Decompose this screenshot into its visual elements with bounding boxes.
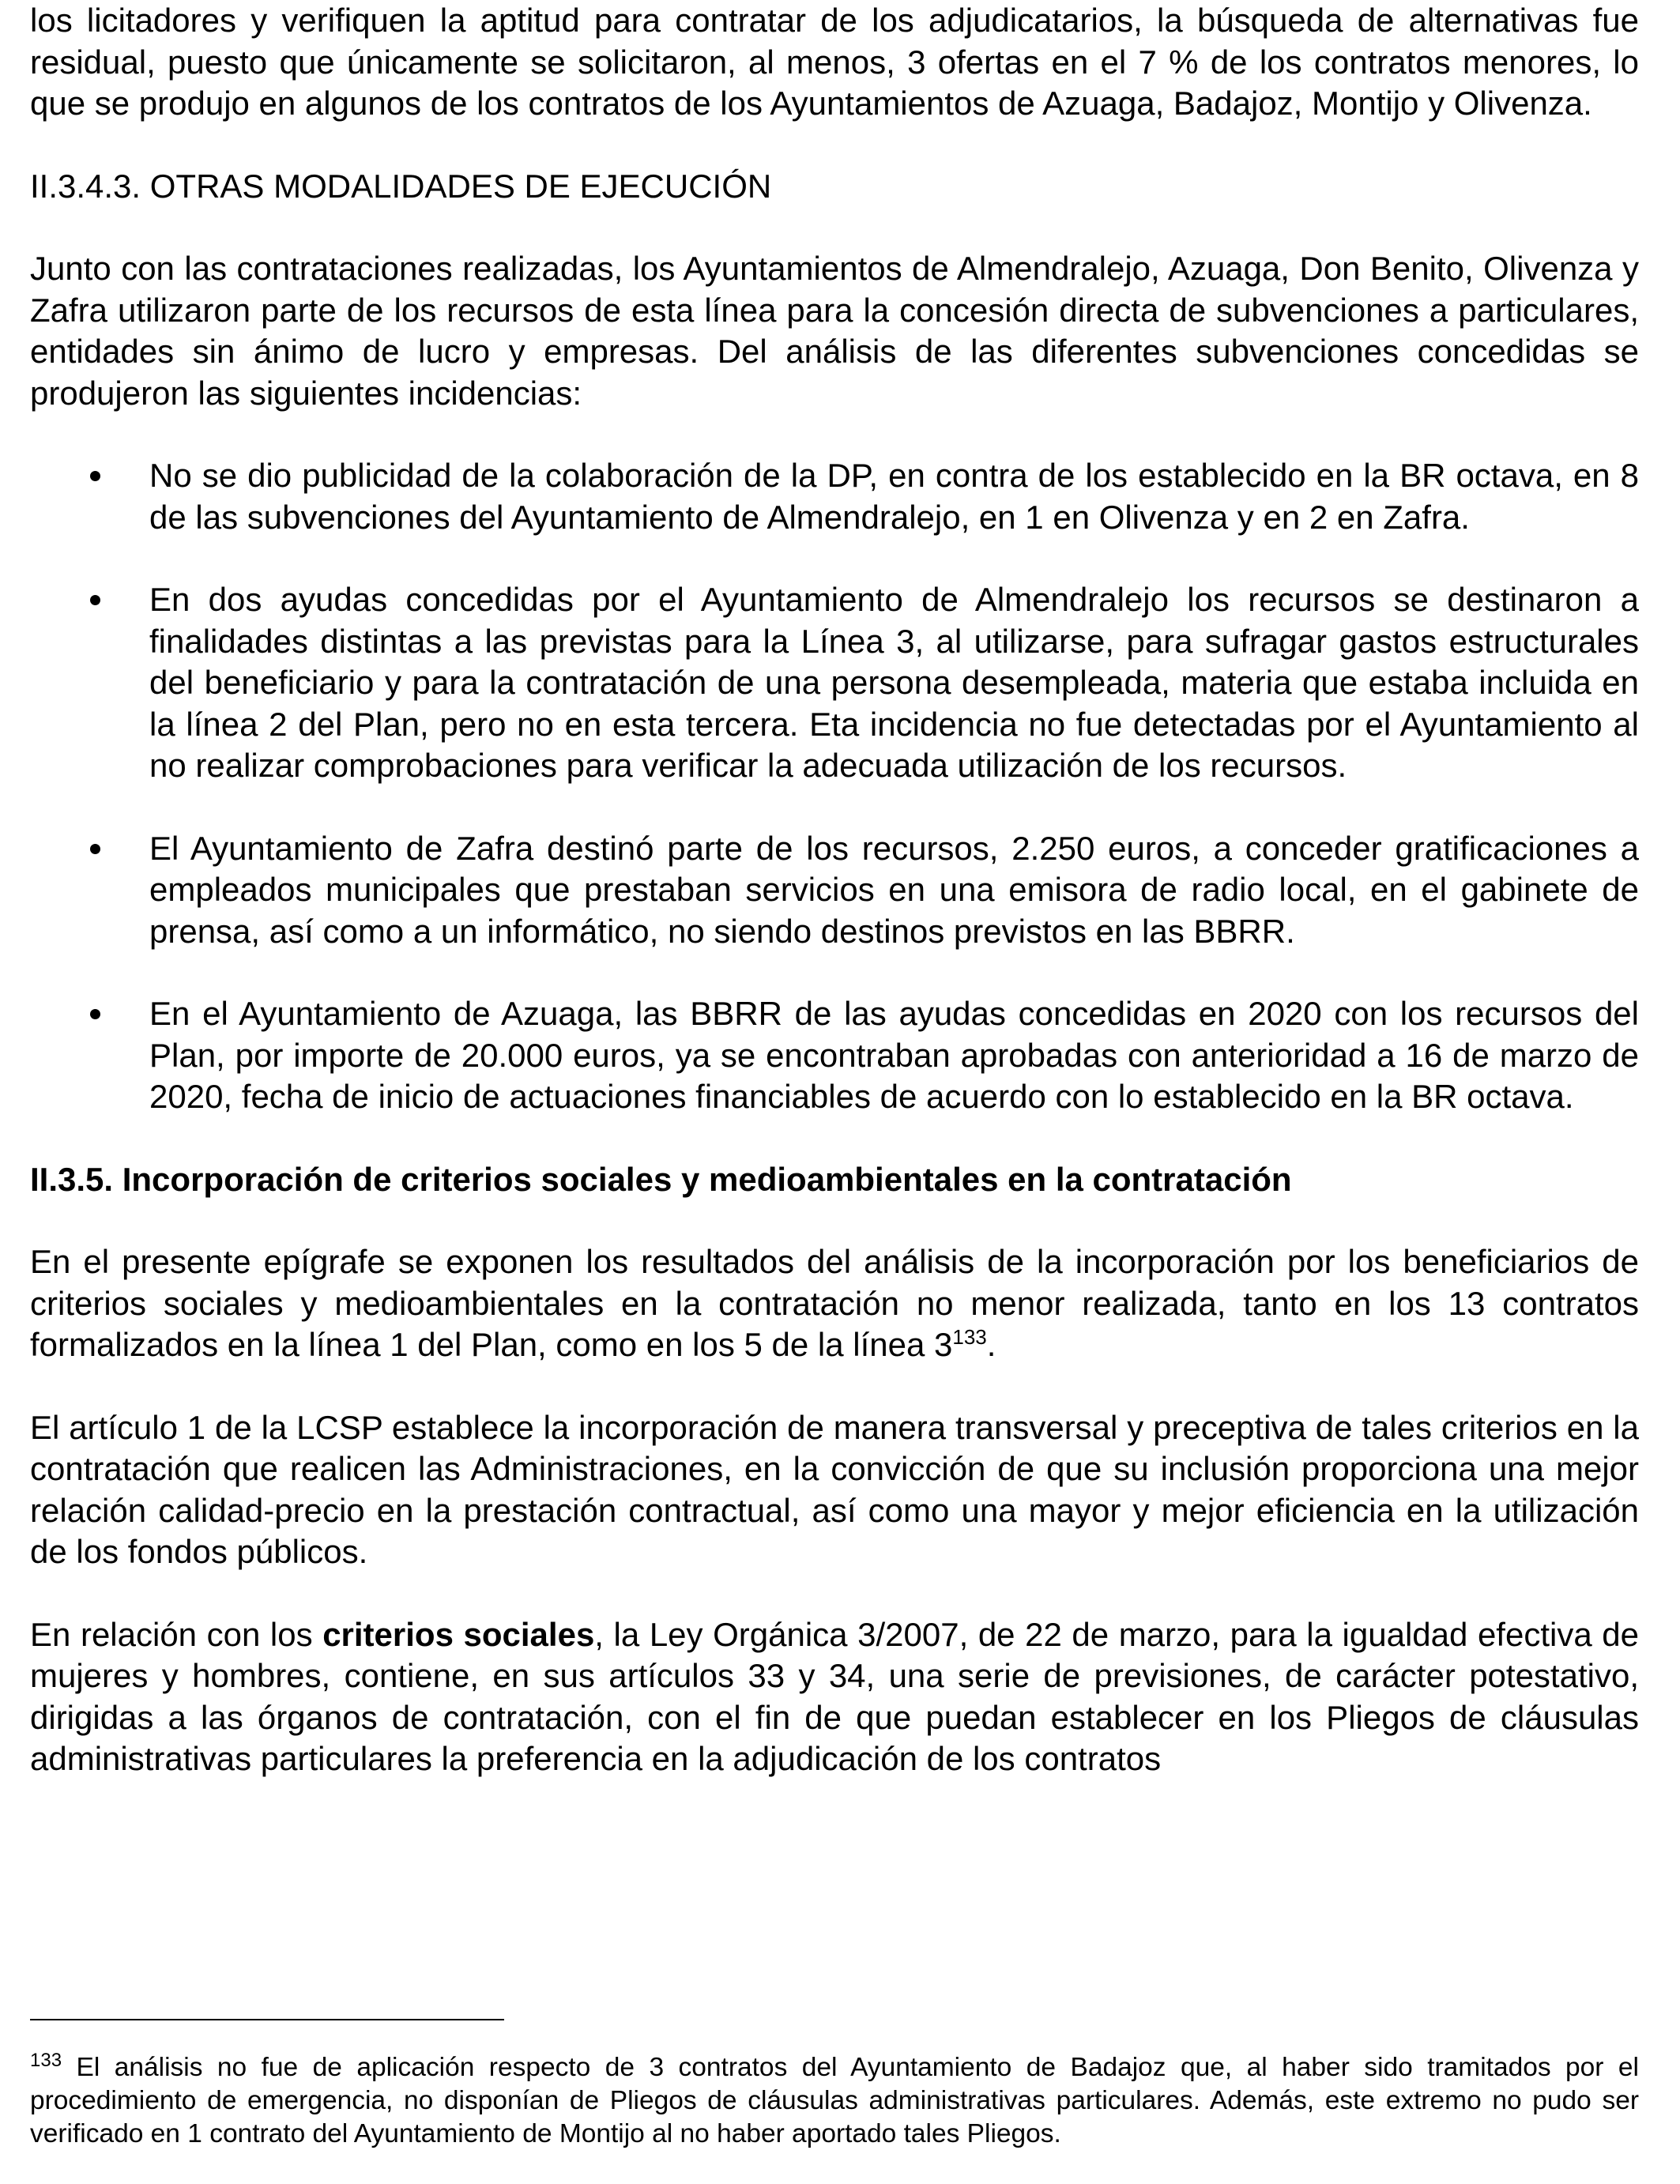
- paragraph-relacion-pre: En relación con los: [30, 1615, 323, 1653]
- bullet-icon: [90, 595, 100, 605]
- list-item-text: En dos ayudas concedidas por el Ayuntamiento de Almendralejo los recursos se destinaron a finalidades distintas a las previstas para la Línea 3, al utilizarse, para sufragar gastos estructurales del beneficiario y para la contratación de una persona desempleada, materia que estaba incluida en la línea 2 del Plan, pero no en esta tercera. Eta incidencia no fue detectadas por el Ayuntamiento al no realizar comprobaciones para verificar la adecuada utilización de los recursos.: [149, 581, 1639, 784]
- list-item: [30, 828, 1639, 953]
- paragraph-presente-end: .: [986, 1326, 996, 1363]
- footnote-ref-133[interactable]: 133: [952, 1325, 987, 1349]
- section-heading-ii35: II.3.5. Incorporación de criterios sociales y medioambientales en la contratación: [30, 1160, 1292, 1198]
- paragraph-junto: Junto con las contrataciones realizadas, los Ayuntamientos de Almendralejo, Azuaga, Don Benito, Olivenza y Zafra utilizaron parte de los recursos de esta línea para la concesión directa de subvenciones a particulares, entidades sin ánimo de lucro y empresas. Del análisis de las diferentes subvenciones concedidas se produjeron las siguientes incidencias:: [30, 250, 1639, 412]
- paragraph-presente-text: En el presente epígrafe se exponen los resultados del análisis de la incorporación por los beneficiarios de criterios sociales y medioambientales en la contratación no menor realizada, tanto en los 13 contratos formalizados en la línea 1 del Plan, como en los 5 de la línea 3: [30, 1243, 1639, 1363]
- bullet-icon: [90, 844, 100, 854]
- bullet-icon: [90, 1009, 100, 1019]
- bullet-icon: [90, 471, 100, 481]
- paragraph-presente: [30, 1241, 1639, 1366]
- list-item: [30, 579, 1639, 787]
- document-page: [30, 0, 1639, 1780]
- footnote-number: 133: [30, 2049, 62, 2071]
- incidencias-list: [30, 455, 1639, 1118]
- footnote-text: El análisis no fue de aplicación respecto de 3 contratos del Ayuntamiento de Badajoz que, al haber sido tramitados por el procedimiento de emergencia, no disponían de Pliegos de cláusulas administrativas particulares. Además, este extremo no pudo ser verificado en 1 contrato del Ayuntamiento de Montijo al no haber aportado tales Pliegos.: [30, 2053, 1639, 2148]
- footnote-separator: [30, 2019, 504, 2020]
- list-item: [30, 455, 1639, 538]
- paragraph-relacion-bold: criterios sociales: [322, 1615, 595, 1653]
- paragraph-articulo: El artículo 1 de la LCSP establece la incorporación de manera transversal y preceptiva de tales criterios en la contratación que realicen las Administraciones, en la convicción de que su inclusión proporciona una mejor relación calidad-precio en la prestación contractual, así como una mayor y mejor eficiencia en la utilización de los fondos públicos.: [30, 1408, 1639, 1570]
- footnote-133: [30, 2051, 1639, 2151]
- list-item-text: En el Ayuntamiento de Azuaga, las BBRR de las ayudas concedidas en 2020 con los recursos del Plan, por importe de 20.000 euros, ya se encontraban aprobadas con anterioridad a 16 de marzo de 2020, fecha de inicio de actuaciones financiables de acuerdo con lo establecido en la BR octava.: [149, 995, 1639, 1115]
- list-item-text: No se dio publicidad de la colaboración de la DP, en contra de los establecido en la BR octava, en 8 de las subvenciones del Ayuntamiento de Almendralejo, en 1 en Olivenza y en 2 en Zafra.: [149, 457, 1639, 536]
- paragraph-relacion-post: , la Ley Orgánica 3/2007, de 22 de marzo, para la igualdad efectiva de mujeres y hombres, contiene, en sus artículos 33 y 34, una serie de previsiones, de carácter potestativo, dirigidas a las órganos de contratación, con el fin de que puedan establecer en los Pliegos de cláusulas administrativas particulares la preferencia en la adjudicación de los contratos: [30, 1615, 1639, 1777]
- list-item: [30, 993, 1639, 1118]
- list-item-text: El Ayuntamiento de Zafra destinó parte de los recursos, 2.250 euros, a conceder gratificaciones a empleados municipales que prestaban servicios en una emisora de radio local, en el gabinete de prensa, así como a un informático, no siendo destinos previstos en las BBRR.: [149, 829, 1639, 950]
- paragraph-intro: los licitadores y verifiquen la aptitud para contratar de los adjudicatarios, la búsqueda de alternativas fue residual, puesto que únicamente se solicitaron, al menos, 3 ofertas en el 7 % de los contratos menores, lo que se produjo en algunos de los contratos de los Ayuntamientos de Azuaga, Badajoz, Montijo y Olivenza.: [30, 2, 1639, 122]
- section-heading-ii343: II.3.4.3. OTRAS MODALIDADES DE EJECUCIÓN: [30, 167, 772, 205]
- paragraph-relacion: [30, 1614, 1639, 1780]
